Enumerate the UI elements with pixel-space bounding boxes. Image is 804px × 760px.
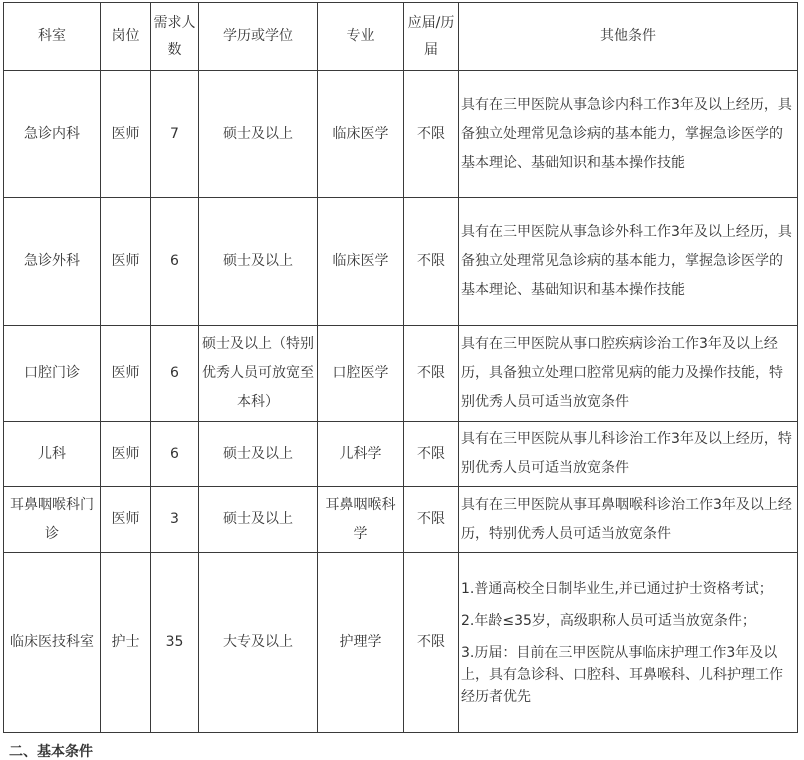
header-row [4, 3, 798, 71]
cell-major: 儿科学 [318, 422, 404, 487]
cell-degree: 大专及以上 [199, 553, 318, 733]
cell-other: 具有在三甲医院从事急诊外科工作3年及以上经历，具备独立处理常见急诊病的基本能力，掌握急诊医学的基本理论、基础知识和基本操作技能 [459, 198, 798, 326]
cell-dept: 临床医技科室 [4, 553, 101, 733]
cell-major: 临床医学 [318, 71, 404, 198]
header-major: 专业 [318, 3, 404, 71]
header-position: 岗位 [101, 3, 151, 71]
condition-item: 3.历届：目前在三甲医院从事临床护理工作3年及以上，具有急诊科、口腔科、耳鼻喉科、儿科护理工作经历者优先 [461, 644, 783, 705]
cell-position: 医师 [101, 71, 151, 198]
cell-position: 医师 [101, 326, 151, 422]
condition-item: 2.年龄≤35岁，高级职称人员可适当放宽条件； [461, 612, 756, 629]
cell-count: 6 [151, 422, 199, 487]
cell-position: 医师 [101, 422, 151, 487]
cell-other-list [459, 553, 798, 733]
cell-degree: 硕士及以上（特别优秀人员可放宽至本科） [199, 326, 318, 422]
cell-grad: 不限 [404, 553, 459, 733]
cell-dept: 急诊内科 [4, 71, 101, 198]
section-heading: 二、基本条件 [9, 744, 93, 760]
cell-grad: 不限 [404, 487, 459, 553]
cell-position: 护士 [101, 553, 151, 733]
cell-other: 具有在三甲医院从事儿科诊治工作3年及以上经历，特别优秀人员可适当放宽条件 [459, 422, 798, 487]
recruitment-table [3, 2, 798, 733]
cell-other: 具有在三甲医院从事口腔疾病诊治工作3年及以上经历，具备独立处理口腔常见病的能力及操作技能，特别优秀人员可适当放宽条件 [459, 326, 798, 422]
cell-degree: 硕士及以上 [199, 422, 318, 487]
cell-position: 医师 [101, 487, 151, 553]
table-row [4, 553, 798, 733]
header-count: 需求人数 [151, 3, 199, 71]
cell-degree: 硕士及以上 [199, 198, 318, 326]
cell-count: 6 [151, 198, 199, 326]
table-row [4, 422, 798, 487]
cell-major: 临床医学 [318, 198, 404, 326]
header-grad: 应届/历届 [404, 3, 459, 71]
cell-dept: 耳鼻咽喉科门诊 [4, 487, 101, 553]
cell-position: 医师 [101, 198, 151, 326]
cell-count: 6 [151, 326, 199, 422]
table-row [4, 198, 798, 326]
cell-grad: 不限 [404, 422, 459, 487]
header-dept: 科室 [4, 3, 101, 71]
condition-item: 1.普通高校全日制毕业生,并已通过护士资格考试； [461, 580, 773, 597]
cell-count: 3 [151, 487, 199, 553]
cell-major: 口腔医学 [318, 326, 404, 422]
cell-other: 具有在三甲医院从事耳鼻咽喉科诊治工作3年及以上经历，特别优秀人员可适当放宽条件 [459, 487, 798, 553]
cell-dept: 口腔门诊 [4, 326, 101, 422]
cell-count: 35 [151, 553, 199, 733]
cell-dept: 儿科 [4, 422, 101, 487]
table-row [4, 487, 798, 553]
cell-major: 护理学 [318, 553, 404, 733]
header-degree: 学历或学位 [199, 3, 318, 71]
cell-grad: 不限 [404, 198, 459, 326]
cell-grad: 不限 [404, 71, 459, 198]
cell-other: 具有在三甲医院从事急诊内科工作3年及以上经历，具备独立处理常见急诊病的基本能力，掌握急诊医学的基本理论、基础知识和基本操作技能 [459, 71, 798, 198]
header-other: 其他条件 [459, 3, 798, 71]
cell-dept: 急诊外科 [4, 198, 101, 326]
table-row [4, 71, 798, 198]
cell-degree: 硕士及以上 [199, 71, 318, 198]
cell-count: 7 [151, 71, 199, 198]
cell-grad: 不限 [404, 326, 459, 422]
cell-major: 耳鼻咽喉科学 [318, 487, 404, 553]
table-row [4, 326, 798, 422]
cell-degree: 硕士及以上 [199, 487, 318, 553]
